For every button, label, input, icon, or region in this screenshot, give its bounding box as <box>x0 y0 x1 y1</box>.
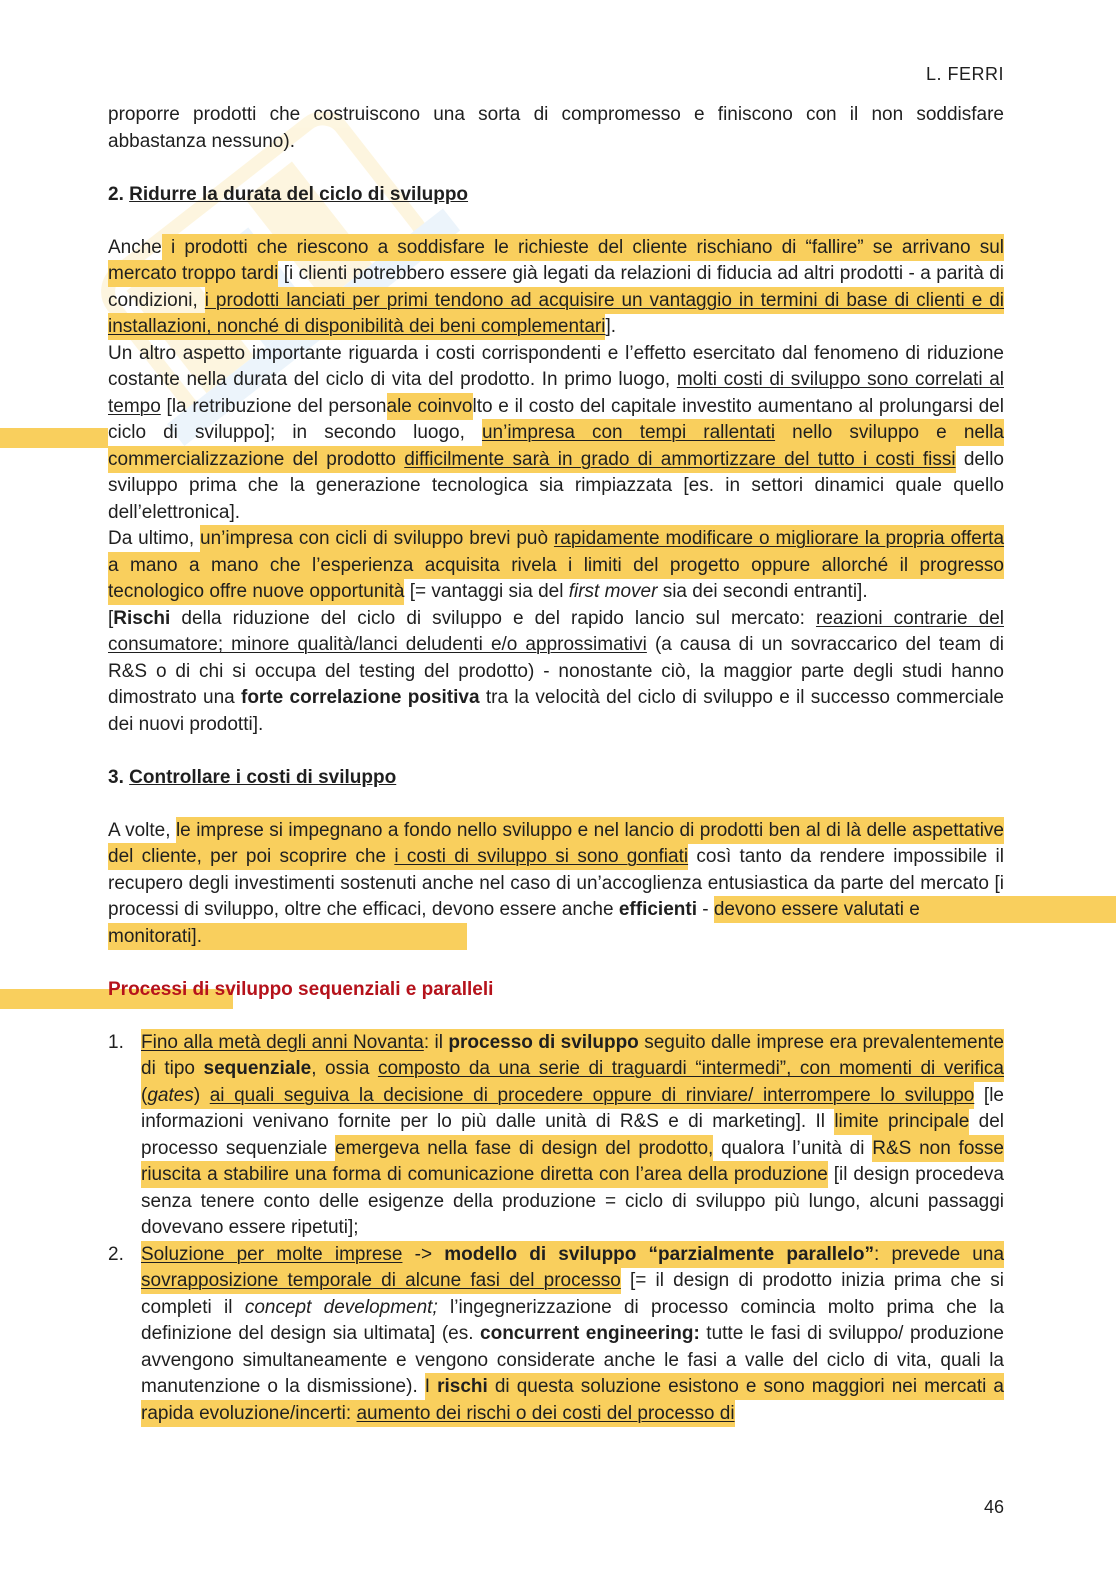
highlight: R&S non fosse riuscita a stabilire una forma di comunicazione diretta con l’area della produzione <box>141 1135 1004 1189</box>
list-item: 2. Soluzione per molte imprese -> modello di sviluppo “parzialmente parallelo”: prevede una sovrapposizione temporale di alcune fasi del processo [= il design di prodotto inizia prima che si completi il concept development; l’ingegnerizzazione di processo comincia molto prima che la definizione del design sia ultimata] (es. concurrent engineering: tutte le fasi di sviluppo/ produzione avvengono simultaneamente e vengono considerate anche le fasi a valle del ciclo di vita, quali la manutenzione o la dismissione). I rischi di questa soluzione esistono e sono maggiori nei mercati a rapida evoluzione/incerti: aumento dei rischi o dei costi del processo di <box>108 1242 1004 1428</box>
list-item: 1. Fino alla metà degli anni Novanta: il processo di sviluppo seguito dalle imprese era prevalentemente di tipo sequenziale, ossia composto da una serie di traguardi “intermedi”, con momenti di verifica (gates) ai quali seguiva la decisione di procedere oppure di rinviare/ interrompere lo sviluppo [le informazioni venivano fornite per lo più dalle unità di R&S e di marketing]. Il limite principale del processo sequenziale emergeva nella fase di design del prodotto, qualora l’unità di R&S non fosse riuscita a stabilire una forma di comunicazione diretta con l’area della produzione [il design procedeva senza tenere conto delle esigenze della produzione = ciclo di sviluppo più lungo, alcuni passaggi dovevano essere ripetuti]; <box>108 1030 1004 1242</box>
paragraph-2a: Anche i prodotti che riescono a soddisfare le richieste del cliente rischiano di “fallire” se arrivano sul mercato troppo tardi [i clienti potrebbero essere già legati da relazioni di fiducia ad altri prodotti - a parità di condizioni, i prodotti lanciati per primi tendono ad acquisire un vantaggio in termini di base di clienti e di installazioni, nonché di disponibilità dei beni complementari]. <box>108 235 1004 341</box>
numbered-list <box>108 1030 1004 1428</box>
paragraph-2d: [Rischi della riduzione del ciclo di sviluppo e del rapido lancio sul mercato: reazioni contrarie del consumatore; minore qualità/lanci deludenti e/o approssimativi (a causa di un sovraccarico del team di R&S o di chi si occupa del testing del prodotto) - nonostante ciò, la maggior parte degli studi hanno dimostrato una forte correlazione positiva tra la velocità del ciclo di sviluppo e il successo commerciale dei nuovi prodotti]. <box>108 607 1004 735</box>
highlight: i prodotti che riescono a soddisfare le richieste del cliente rischiano di “fallire” se arrivano sul mercato troppo tardi <box>108 234 1004 288</box>
highlight: I rischi di questa soluzione esistono e sono maggiori nei mercati a rapida evoluzione/incerti: aumento dei rischi o dei costi del processo di <box>141 1373 1004 1427</box>
highlight: devono essere valutati e monitorati]. <box>108 896 1116 950</box>
paragraph-intro: proporre prodotti che costruiscono una sorta di compromesso e finiscono con il non soddisfare abbastanza nessuno). <box>108 104 1004 152</box>
paragraph-3: A volte, le imprese si impegnano a fondo nello sviluppo e nel lancio di prodotti ben al di là delle aspettative del cliente, per poi scoprire che i costi di sviluppo si sono gonfiati così tanto da rendere impossibile il recupero degli investimenti sostenuti anche nel caso di un’accoglienza entusiastica da parte del mercato [i processi di sviluppo, oltre che efficaci, devono essere anche efficienti - devono essere valutati e monitorati]. <box>108 818 1004 951</box>
highlight: un’impresa con cicli di sviluppo brevi può rapidamente modificare o migliorare la propria offerta a mano a mano che l’esperienza acquisita rivela i limiti del progetto oppure allorché il progresso tecnologico offre nuove opportunità <box>108 525 1004 605</box>
highlight: ale coinvo <box>387 393 473 420</box>
paragraph-2b: Un altro aspetto importante riguarda i costi corrispondenti e l’effetto esercitato dal fenomeno di riduzione costante nella durata del ciclo di vita del prodotto. In primo luogo, molti costi di sviluppo sono correlati al tempo [la retribuzione del personale coinvolto e il costo del capitale investito aumentano al prolungarsi del ciclo di sviluppo]; in secondo luogo, un’impresa con tempi rallentati nello sviluppo e nella commercializzazione del prodotto difficilmente sarà in grado di ammortizzare del tutto i costi fissi dello sviluppo prima che la generazione tecnologica sia rimpiazzata [es. in settori dinamici quale quello dell’elettronica]. <box>108 342 1005 523</box>
margin-highlight-mark <box>0 428 108 448</box>
subsection-heading: Processi di sviluppo sequenziali e paralleli <box>108 978 494 1000</box>
highlight: Fino alla metà degli anni Novanta: il processo di sviluppo seguito dalle imprese era prevalentemente di tipo sequenziale, ossia composto da una serie di traguardi “intermedi”, con momenti di verifica (gates) ai quali seguiva la decisione di procedere oppure di rinviare/ interrompere lo sviluppo <box>141 1029 1004 1109</box>
highlight: un’impresa con tempi rallentati nello sviluppo e nella commercializzazione del prodotto difficilmente sarà in grado di ammortizzare del tutto i costi fissi <box>108 419 1004 473</box>
document-body <box>108 102 1004 1427</box>
header-author: L. FERRI <box>925 64 1004 84</box>
section-heading-2: 2. Ridurre la durata del ciclo di sviluppo <box>108 183 469 205</box>
highlight: limite principale <box>834 1108 969 1135</box>
highlight: i prodotti lanciati per primi tendono ad acquisire un vantaggio in termini di base di clienti e di installazioni, nonché di disponibilità dei beni complementari <box>108 287 1004 341</box>
page-number: 46 <box>983 1497 1004 1517</box>
highlight: emergeva nella fase di design del prodotto, <box>335 1135 713 1162</box>
highlight: Soluzione per molte imprese -> modello di sviluppo “parzialmente parallelo”: prevede una sovrapposizione temporale di alcune fasi del processo <box>141 1241 1004 1295</box>
section-heading-3: 3. Controllare i costi di sviluppo <box>108 766 397 788</box>
highlight: le imprese si impegnano a fondo nello sviluppo e nel lancio di prodotti ben al di là delle aspettative del cliente, per poi scoprire che i costi di sviluppo si sono gonfiati <box>108 817 1004 871</box>
paragraph-2c: Da ultimo, un’impresa con cicli di sviluppo brevi può rapidamente modificare o migliorare la propria offerta a mano a mano che l’esperienza acquisita rivela i limiti del progetto oppure allorché il progresso tecnologico offre nuove opportunità [= vantaggi sia del first mover sia dei secondi entranti]. <box>108 526 1004 606</box>
